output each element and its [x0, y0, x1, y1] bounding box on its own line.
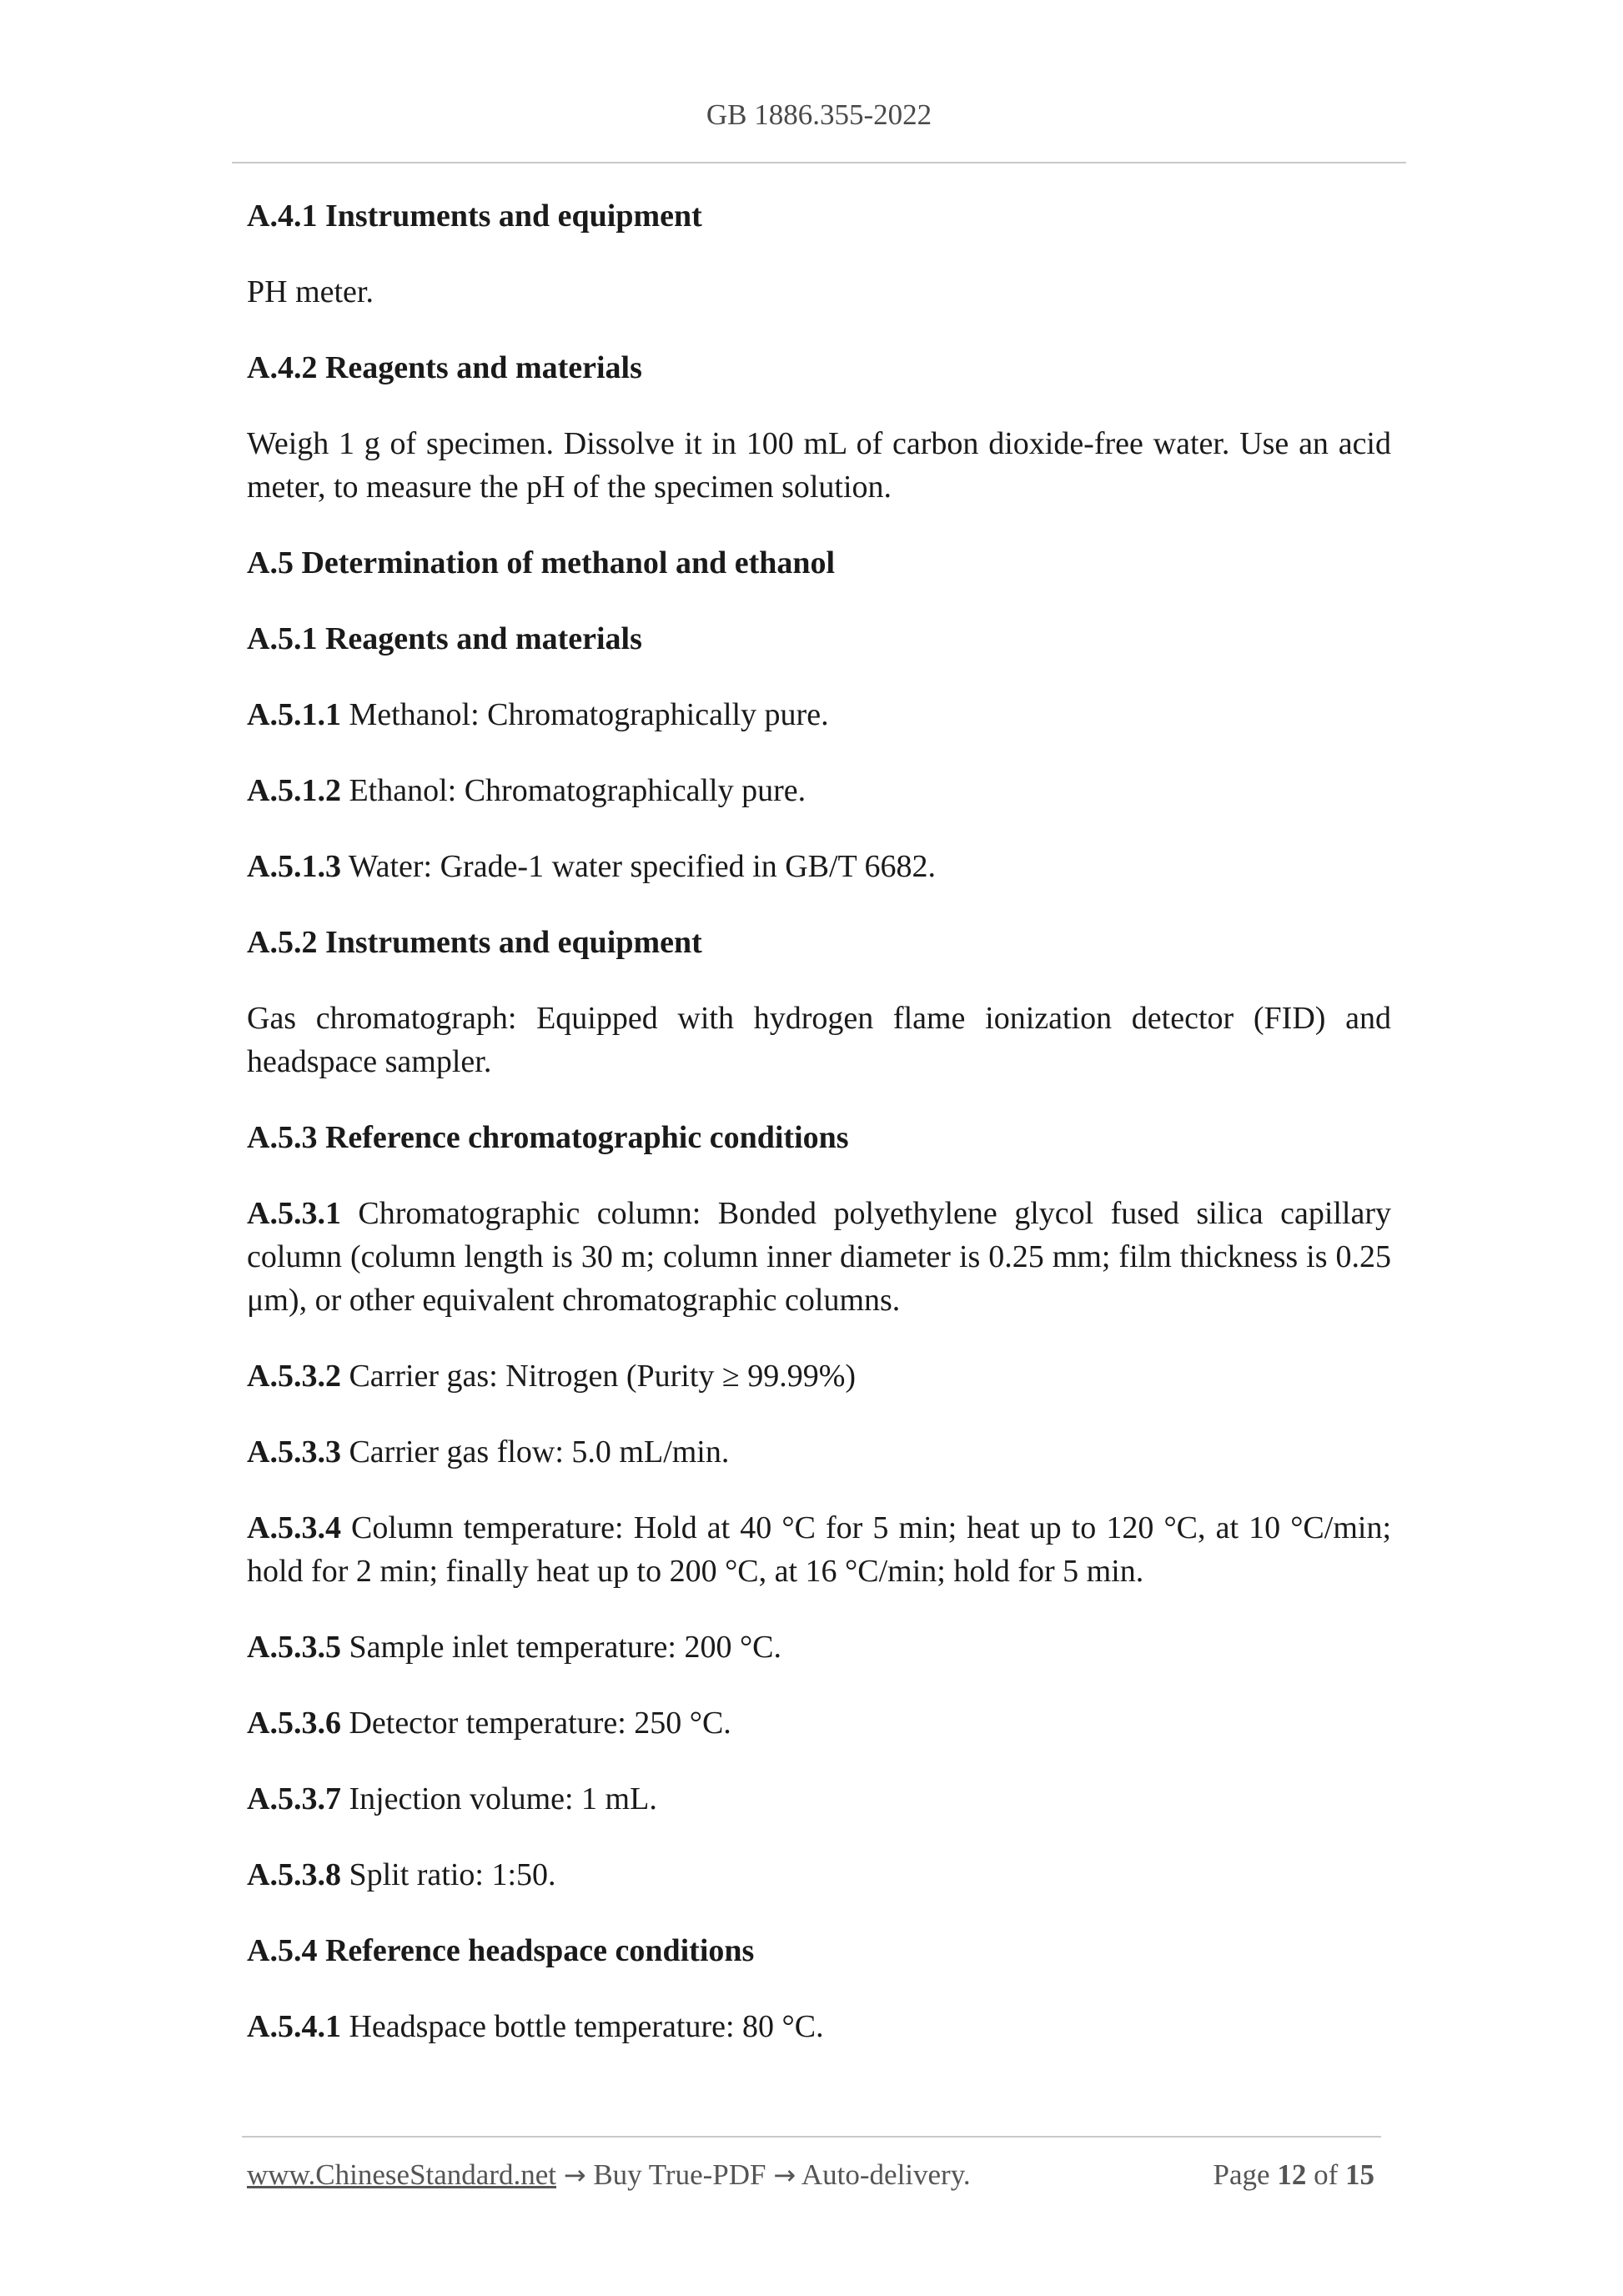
- clause-paragraph: [247, 1192, 1391, 1322]
- clause-text: Water: Grade-1 water specified in GB/T 6682.: [348, 849, 937, 884]
- section-heading: A.4.1 Instruments and equipment: [247, 198, 702, 234]
- clause-number: A.5.3.1: [247, 1196, 341, 1231]
- page-label: Page: [1213, 2158, 1270, 2191]
- section-heading: A.4.2 Reagents and materials: [247, 350, 642, 385]
- clause-text: Headspace bottle temperature: 80 °C.: [349, 2009, 824, 2044]
- paragraph: PH meter.: [247, 274, 374, 309]
- clause-text: Carrier gas flow: 5.0 mL/min.: [349, 1434, 730, 1470]
- site-link[interactable]: www.ChineseStandard.net: [247, 2158, 556, 2191]
- clause-text: Column temperature: Hold at 40 °C for 5 min; heat up to 120 °C, at 10 °C/min; hold for 2 min; finally heat up to 200 °C, at 16 °C/min; hold for 5 min.: [247, 1510, 1392, 1589]
- buy-text: Buy True-PDF: [593, 2158, 766, 2191]
- clause-number: A.5.3.4: [247, 1510, 341, 1545]
- clause-number: A.5.3.3: [247, 1434, 341, 1470]
- document-body: [247, 194, 1391, 2081]
- clause-paragraph: [247, 1853, 1391, 1897]
- footer-divider: [242, 2136, 1381, 2138]
- clause-number: A.5.1.1: [247, 697, 341, 732]
- clause-number: A.5.1.2: [247, 773, 341, 808]
- section-heading: A.5.3 Reference chromatographic conditions: [247, 1120, 849, 1155]
- clause-paragraph: [247, 1354, 1391, 1398]
- clause-paragraph: [247, 2005, 1391, 2048]
- footer-promo: [247, 2158, 971, 2192]
- header-divider: [232, 162, 1406, 163]
- clause-number: A.5.3.6: [247, 1706, 341, 1741]
- paragraph: Weigh 1 g of specimen. Dissolve it in 100 mL of carbon dioxide-free water. Use an acid meter, to measure the pH of the specimen solution.: [247, 426, 1391, 505]
- page-total: 15: [1345, 2158, 1374, 2191]
- clause-paragraph: [247, 845, 1391, 888]
- document-id: GB 1886.355-2022: [706, 98, 932, 131]
- clause-text: Sample inlet temperature: 200 °C.: [349, 1630, 782, 1665]
- clause-text: Detector temperature: 250 °C.: [349, 1706, 731, 1741]
- clause-paragraph: [247, 693, 1391, 736]
- clause-number: A.5.3.2: [247, 1359, 341, 1394]
- section-heading: A.5.1 Reagents and materials: [247, 621, 642, 656]
- arrow-right-icon: →: [563, 2159, 586, 2191]
- clause-paragraph: [247, 1430, 1391, 1474]
- clause-paragraph: [247, 1506, 1391, 1593]
- clause-text: Methanol: Chromatographically pure.: [349, 697, 829, 732]
- clause-number: A.5.3.7: [247, 1781, 341, 1816]
- clause-paragraph: [247, 1701, 1391, 1745]
- clause-number: A.5.1.3: [247, 849, 341, 884]
- clause-paragraph: [247, 1625, 1391, 1669]
- page-of: of: [1314, 2158, 1339, 2191]
- section-heading: A.5 Determination of methanol and ethanol: [247, 545, 836, 580]
- delivery-text: Auto-delivery.: [801, 2158, 971, 2191]
- clause-text: Carrier gas: Nitrogen (Purity ≥ 99.99%): [349, 1359, 857, 1394]
- clause-number: A.5.3.8: [247, 1857, 341, 1892]
- section-heading: A.5.2 Instruments and equipment: [247, 925, 702, 960]
- clause-number: A.5.4.1: [247, 2009, 341, 2044]
- page-footer: [247, 2158, 1374, 2192]
- page-number: [1213, 2158, 1374, 2192]
- clause-text: Ethanol: Chromatographically pure.: [349, 773, 806, 808]
- clause-paragraph: [247, 1777, 1391, 1821]
- clause-number: A.5.3.5: [247, 1630, 341, 1665]
- clause-text: Injection volume: 1 mL.: [349, 1781, 657, 1816]
- section-heading: A.5.4 Reference headspace conditions: [247, 1933, 755, 1968]
- page-current: 12: [1277, 2158, 1307, 2191]
- clause-text: Chromatographic column: Bonded polyethylene glycol fused silica capillary column (column length is 30 m; column inner diameter is 0.25 mm; film thickness is 0.25 μm), or other equivalent chromatographic columns.: [247, 1196, 1392, 1318]
- clause-paragraph: [247, 769, 1391, 812]
- clause-text: Split ratio: 1:50.: [349, 1857, 556, 1892]
- page-header: [232, 98, 1406, 132]
- paragraph: Gas chromatograph: Equipped with hydrogen flame ionization detector (FID) and headspace sampler.: [247, 1001, 1391, 1079]
- arrow-right-icon: →: [773, 2159, 796, 2191]
